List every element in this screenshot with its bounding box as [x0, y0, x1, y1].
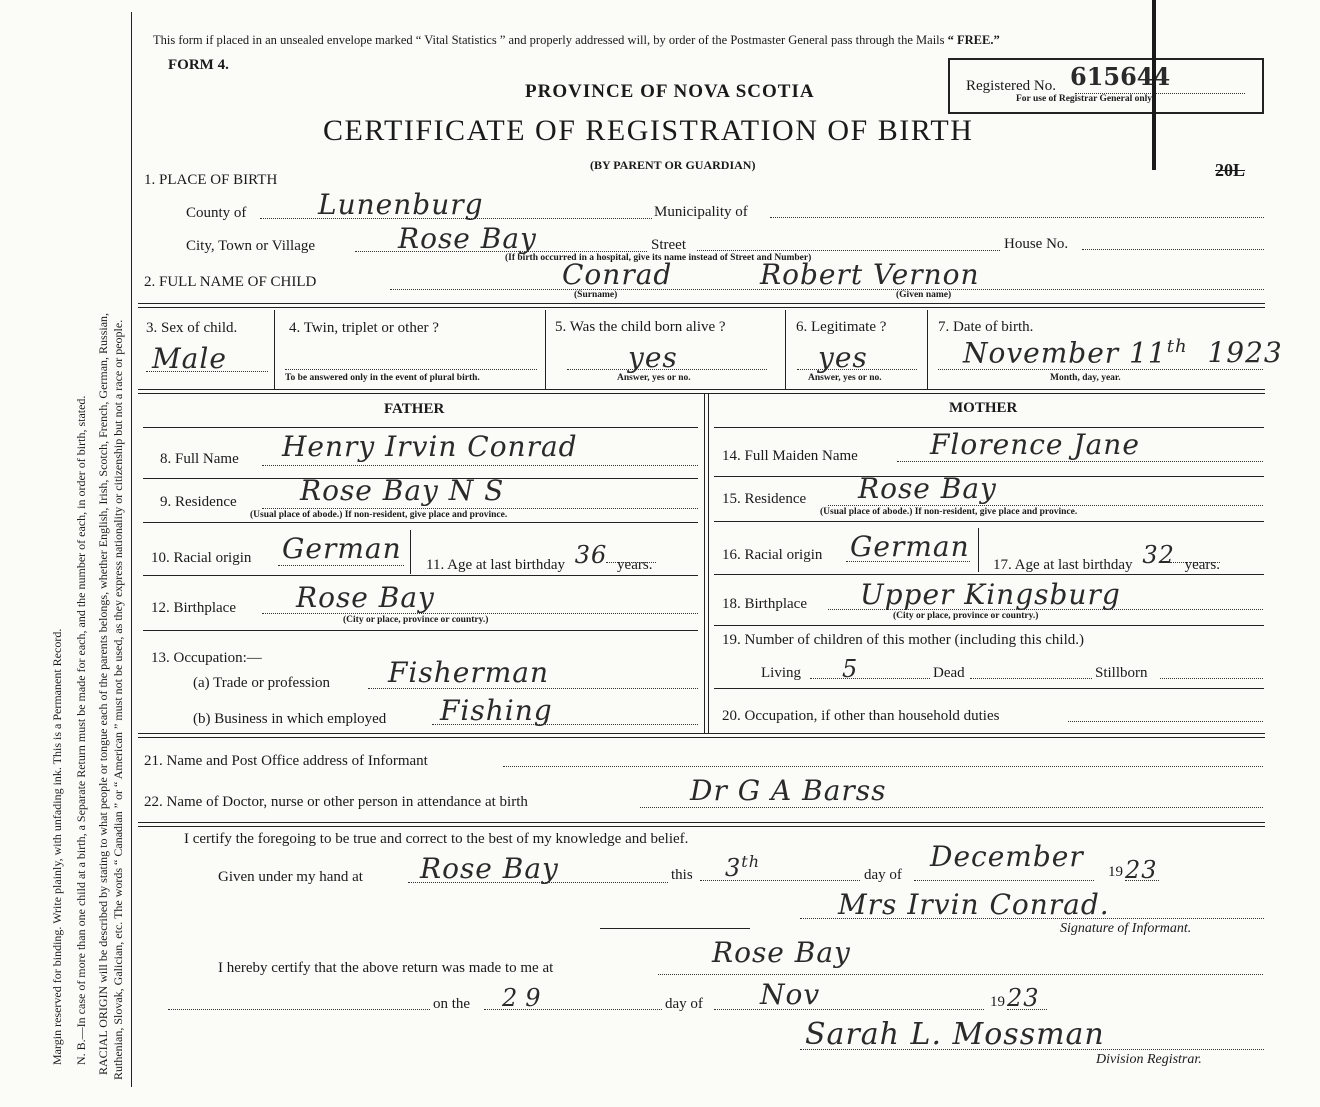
dob-dots	[938, 369, 1263, 370]
rule-6	[138, 737, 1265, 738]
doctor-value: Dr G A Barss	[690, 774, 887, 807]
given-year-value: 23	[1125, 856, 1158, 884]
city-value: Rose Bay	[398, 222, 537, 255]
father-name-value: Henry Irvin Conrad	[282, 430, 578, 463]
doctor-label: 22. Name of Doctor, nurse or other person in attendance at birth	[144, 794, 528, 810]
mother-race-value: German	[850, 530, 970, 563]
mother-heading: MOTHER	[949, 400, 1018, 416]
mother-age-text: 17. Age at last birthday	[993, 557, 1133, 573]
dob-note: Month, day, year.	[1050, 373, 1121, 383]
return-label: I hereby certify that the above return was made to me at	[218, 960, 554, 976]
page-title: CERTIFICATE OF REGISTRATION OF BIRTH	[323, 114, 974, 147]
surname-caption: (Surname)	[574, 290, 618, 300]
father-residence-value: Rose Bay N S	[300, 474, 505, 507]
rule-2	[138, 307, 1265, 308]
sex-value: Male	[152, 342, 227, 375]
dob-value	[963, 336, 1283, 369]
rule-8	[138, 826, 1265, 827]
col-div-3	[785, 310, 786, 390]
legitimate-note: Answer, yes or no.	[808, 373, 882, 383]
form-number: FORM 4.	[168, 57, 229, 73]
stillborn-dots	[1160, 678, 1263, 679]
binding-margin-line	[131, 12, 132, 1087]
on-the-label: on the	[433, 996, 471, 1012]
return-place-dots	[658, 974, 1263, 975]
father-age-unit: years.	[617, 557, 653, 573]
father-race-dots	[278, 565, 404, 566]
return-year-value: 23	[1007, 984, 1040, 1012]
street-dots	[697, 250, 1000, 251]
twin-label: 4. Twin, triplet or other ?	[289, 320, 439, 336]
mother-race-dots	[846, 561, 970, 562]
registrar-ink-mark	[1152, 0, 1156, 170]
father-age-dots	[606, 562, 656, 563]
return-place-value: Rose Bay	[712, 936, 851, 969]
father-occupation-label: 13. Occupation:—	[151, 650, 262, 666]
mother-age-value: 32	[1142, 541, 1175, 569]
given-day-dots	[700, 880, 860, 881]
informant-label: 21. Name and Post Office address of Informant	[144, 753, 428, 769]
father-rule-3	[143, 575, 698, 576]
alive-dots	[567, 369, 767, 370]
street-note: (If birth occurred in a hospital, give its name instead of Street and Number)	[505, 253, 812, 263]
mother-birthplace-label: 18. Birthplace	[722, 596, 807, 612]
father-residence-label: 9. Residence	[160, 494, 237, 510]
certify-separator	[600, 928, 750, 929]
place-of-birth-label: 1. PLACE OF BIRTH	[144, 172, 278, 188]
mother-birthplace-note: (City or place, province or country.)	[893, 611, 1039, 621]
col-div-2	[545, 310, 546, 390]
father-heading: FATHER	[384, 401, 445, 417]
given-place-value: Rose Bay	[420, 852, 559, 885]
mother-residence-value: Rose Bay	[858, 472, 997, 505]
parents-divider-2	[708, 393, 709, 733]
father-birthplace-value: Rose Bay	[296, 581, 435, 614]
return-day-of-label: day of	[665, 996, 703, 1012]
alive-value: yes	[628, 341, 678, 374]
registrar-signature-dots	[800, 1049, 1264, 1050]
father-age-value: 36	[574, 541, 608, 569]
given-day-suffix: th	[741, 852, 761, 871]
return-year-dots	[1007, 1009, 1047, 1010]
rule-1	[138, 303, 1265, 304]
father-name-label: 8. Full Name	[160, 451, 239, 467]
given-day-value	[725, 852, 760, 882]
father-race-value: German	[282, 532, 402, 565]
province-heading: PROVINCE OF NOVA SCOTIA	[525, 81, 815, 102]
child-name-label: 2. FULL NAME OF CHILD	[144, 274, 317, 290]
living-label: Living	[761, 665, 801, 681]
mother-rule-4	[714, 625, 1264, 626]
municipality-dots	[770, 217, 1264, 218]
registrar-signature: Sarah L. Mossman	[805, 1017, 1105, 1052]
child-given-name: Robert Vernon	[760, 258, 980, 291]
living-value: 5	[842, 655, 859, 683]
rule-7	[138, 822, 1265, 823]
street-label: Street	[651, 237, 686, 253]
father-rule-4	[143, 630, 698, 631]
father-business-value: Fishing	[440, 694, 553, 727]
mother-age-label	[993, 541, 1221, 575]
stillborn-label: Stillborn	[1095, 665, 1148, 681]
given-name-caption: (Given name)	[896, 290, 952, 300]
given-under-label: Given under my hand at	[218, 869, 363, 885]
father-name-dots	[262, 465, 698, 466]
dob-suffix: th	[1166, 336, 1188, 357]
registered-number: 615644	[1070, 62, 1171, 91]
day-of-label: day of	[864, 867, 902, 883]
father-rule-2	[143, 522, 698, 523]
alive-note: Answer, yes or no.	[617, 373, 691, 383]
dob-month-day: November 11	[963, 336, 1167, 370]
sex-dots	[146, 371, 268, 372]
father-age-text: 11. Age at last birthday	[426, 557, 565, 573]
page-subtitle: (BY PARENT OR GUARDIAN)	[590, 158, 756, 172]
mother-age-dots	[1170, 562, 1220, 563]
col-div-4	[927, 310, 928, 390]
twin-dots	[285, 369, 537, 370]
registrar-note: For use of Registrar General only.	[1016, 94, 1154, 104]
house-no-label: House No.	[1004, 236, 1069, 252]
informant-signature-dots	[800, 918, 1264, 919]
house-no-dots	[1082, 249, 1264, 250]
father-residence-note: (Usual place of abode.) If non-resident, give place and province.	[250, 510, 508, 520]
certify-statement: I certify the foregoing to be true and correct to the best of my knowledge and belief.	[184, 831, 689, 847]
given-day-number: 3	[725, 854, 742, 882]
father-trade-label: (a) Trade or profession	[193, 675, 331, 691]
legitimate-dots	[797, 369, 917, 370]
parents-divider-1	[704, 393, 705, 733]
alive-label: 5. Was the child born alive ?	[555, 319, 726, 335]
mother-rule-2	[714, 521, 1264, 522]
dob-label: 7. Date of birth.	[938, 319, 1034, 335]
mother-occupation-dots	[1068, 721, 1263, 722]
return-month-dots	[714, 1009, 984, 1010]
postal-free: “ FREE.”	[947, 33, 1000, 47]
father-birthplace-note: (City or place, province or country.)	[343, 615, 489, 625]
return-year-prefix: 19	[990, 994, 1005, 1010]
father-trade-value: Fisherman	[388, 656, 550, 689]
legitimate-label: 6. Legitimate ?	[796, 319, 887, 335]
given-year-dots	[1125, 880, 1159, 881]
municipality-label: Municipality of	[654, 204, 748, 220]
margin-note-binding: Margin reserved for binding. Write plainly, with unfading ink. This is a Permanent Record.	[50, 628, 64, 1065]
city-label: City, Town or Village	[186, 238, 316, 254]
mother-rule-3	[714, 574, 1264, 575]
return-day-value: 29	[502, 984, 549, 1012]
twin-note: To be answered only in the event of plural birth.	[285, 373, 480, 383]
living-dots	[810, 678, 930, 679]
father-business-label: (b) Business in which employed	[193, 711, 387, 727]
this-label: this	[671, 867, 693, 883]
postal-notice	[153, 33, 1000, 48]
mother-rule-5	[714, 688, 1264, 689]
father-race-divider	[410, 530, 411, 574]
mother-children-label: 19. Number of children of this mother (including this child.)	[722, 632, 1085, 648]
registered-label: Registered No.	[966, 78, 1056, 94]
mother-name-value: Florence Jane	[930, 428, 1140, 461]
dead-label: Dead	[933, 665, 965, 681]
child-surname: Conrad	[562, 258, 673, 291]
rule-5	[138, 733, 1265, 734]
registration-box	[948, 58, 1264, 114]
dead-dots	[970, 678, 1092, 679]
given-year-prefix: 19	[1108, 864, 1123, 880]
mother-residence-dots	[828, 505, 1263, 506]
informant-signature-caption: Signature of Informant.	[1060, 921, 1192, 936]
mother-birthplace-value: Upper Kingsburg	[860, 578, 1121, 611]
doctor-dots	[640, 807, 1263, 808]
dob-year: 1923	[1207, 336, 1283, 370]
registrar-caption: Division Registrar.	[1096, 1052, 1202, 1067]
father-birthplace-label: 12. Birthplace	[151, 600, 236, 616]
mother-name-label: 14. Full Maiden Name	[722, 448, 858, 464]
mother-residence-note: (Usual place of abode.) If non-resident, give place and province.	[820, 507, 1078, 517]
county-value: Lunenburg	[318, 188, 484, 221]
mother-race-label: 16. Racial origin	[722, 547, 823, 563]
father-rule-0	[143, 427, 698, 428]
father-age-label	[426, 541, 653, 575]
mother-name-dots	[897, 461, 1263, 462]
informant-signature: Mrs Irvin Conrad.	[838, 888, 1110, 921]
mother-age-unit: years.	[1184, 557, 1221, 573]
legitimate-value: yes	[818, 341, 868, 374]
margin-note-racial-origin-2: Ruthenian, Slovak, Galician, etc. The words “ Canadian ” or “ American ” must not be used, as they express nationality or citizenship but not a race or people.	[111, 319, 125, 1080]
margin-note-racial-origin: RACIAL ORIGIN will be described by stating to what people or tongue each of the parents belongs, whether English, Irish, Scotch, French, German, Russian,	[96, 312, 110, 1075]
margin-note-multiple-births: N. B.—In case of more than one child at a birth, a Separate Return must be made for each, and the number of each, in order of birth, stated.	[74, 395, 88, 1065]
rule-4	[138, 393, 1265, 394]
postal-notice-text: This form if placed in an unsealed envelope marked “ Vital Statistics ” and properly addressed will, by order of the Postmaster General pass through the Mails	[153, 33, 945, 47]
return-month-value: Nov	[760, 978, 821, 1011]
corner-mark: 20L	[1215, 160, 1246, 180]
mother-occupation-label: 20. Occupation, if other than household duties	[722, 708, 1000, 724]
given-month-value: December	[930, 840, 1084, 873]
rule-3	[138, 389, 1265, 390]
given-month-dots	[914, 880, 1094, 881]
mother-residence-label: 15. Residence	[722, 491, 807, 507]
sex-label: 3. Sex of child.	[146, 320, 238, 336]
father-race-label: 10. Racial origin	[151, 550, 252, 566]
mother-race-divider	[978, 528, 979, 572]
informant-dots	[503, 766, 1263, 767]
father-residence-dots	[262, 508, 698, 509]
county-label: County of	[186, 205, 247, 221]
col-div-1	[274, 310, 275, 390]
return-lead-dots	[168, 1009, 430, 1010]
